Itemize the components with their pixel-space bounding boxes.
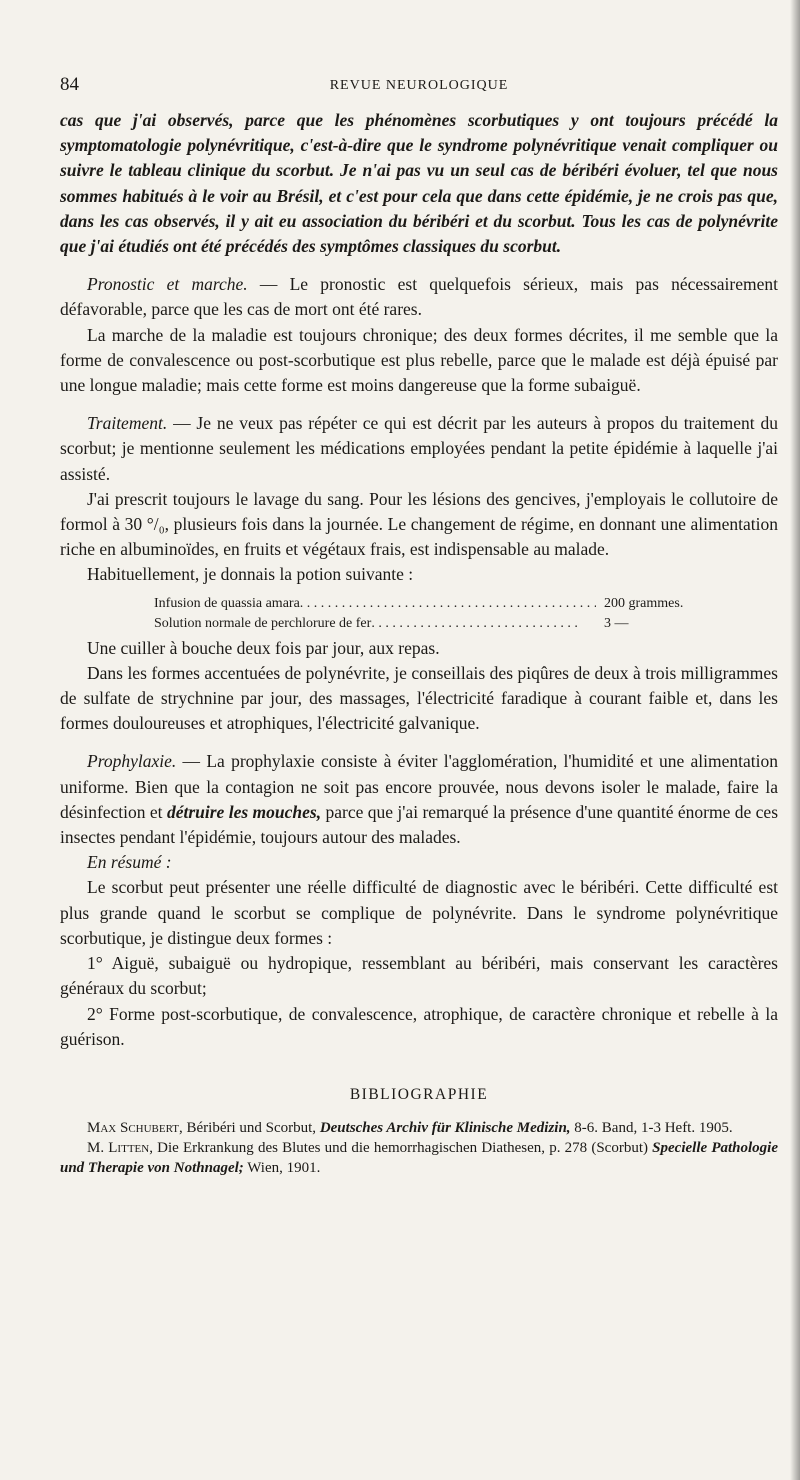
intro-paragraph: cas que j'ai observés, parce que les phénomènes scorbutiques y ont toujours précédé la symptomatologie polynévritique, c'est-à-dire que le syndrome polynévritique venait compliquer ou suivre le tableau clinique du scorbut. Je n'ai pas vu un seul cas de béribéri évoluer, tel que nous sommes habitués à le voir au Brésil, et c'est pour cela que dans cette épidémie, je ne crois pas que, dans les cas observés, il y ait eu association du béribéri et du scorbut. Tous les cas de polynévrite que j'ai étudiés ont été précédés des symptômes classiques du scorbut. <box>60 110 778 257</box>
prophylaxie-text-b: parce que j'ai remarqué la présence d'une quantité énorme de ces insectes pendant l'épidémie, toujours autour des malades. <box>60 801 779 848</box>
ref-rest: 8-6. Band, 1-3 Heft. 1905. <box>570 1119 733 1136</box>
emphasis-mouches: détruire les mouches, <box>166 801 322 822</box>
resume-paragraph: Le scorbut peut présenter une réelle difficulté de diagnostic avec le béribéri. Cette difficulté est plus grande quand le scorbut se complique de polynévrite. Dans le syndrome polynévritique scorbutique, je distingue deux formes : <box>60 877 778 948</box>
running-title: REVUE NEUROLOGIQUE <box>329 78 509 93</box>
page-number: 84 <box>60 74 79 95</box>
prescription-item-name: Infusion de quassia amara <box>154 595 300 611</box>
bibliography-entry <box>60 1138 778 1178</box>
section-title-prophylaxie: Prophylaxie. <box>87 751 177 772</box>
page <box>60 70 778 1178</box>
resume-item-1: 1° Aiguë, subaiguë ou hydropique, ressemblant au béribéri, mais conservant les caractères généraux du scorbut; <box>60 953 778 999</box>
leader-dots <box>300 594 596 614</box>
ref-journal: Deutsches Archiv für Klinische Medizin, <box>319 1119 571 1136</box>
section-title-pronostic: Pronostic et marche. <box>87 274 248 295</box>
pronostic-text: — Le pronostic est quelquefois sérieux, mais pas nécessairement défavorable, parce que les cas de mort ont été rares. <box>60 274 778 320</box>
prophylaxie-text-a: — La prophylaxie consiste à éviter l'agglomération, l'humidité et une alimentation uniforme. Bien que la contagion ne soit pas encore prouvée, nous devons isoler le malade, faire la désinfection et <box>60 751 778 822</box>
ref-rest: Wien, 1901. <box>243 1159 321 1176</box>
potion-intro: Habituellement, je donnais la potion suivante : <box>87 564 414 585</box>
ref-text: Béribéri und Scorbut, <box>182 1119 320 1136</box>
traitement-text: — Je ne veux pas répéter ce qui est décrit par les auteurs à propos du traitement du scorbut; je mentionne seulement les médications employées pendant la petite épidémie à laquelle j'ai assisté. <box>60 413 778 484</box>
ref-author: Max Schubert, <box>87 1119 183 1136</box>
resume-title: En résumé : <box>87 852 172 873</box>
prescription-item-name: Solution normale de perchlorure de fer <box>154 615 372 631</box>
pronostic-paragraph <box>60 272 778 322</box>
section-title-traitement: Traitement. <box>87 413 168 434</box>
prescription-item-qty: 3 — <box>604 615 629 631</box>
bibliography-title: BIBLIOGRAPHIE <box>349 1085 489 1103</box>
prescription-item-qty: 200 grammes. <box>604 595 684 611</box>
prescription-row <box>154 594 714 614</box>
leader-dots <box>371 614 578 634</box>
ref-author: M. Litten, <box>87 1139 153 1156</box>
page-edge-shadow <box>790 0 800 1480</box>
page-header <box>60 70 778 100</box>
prophylaxie-paragraph <box>60 749 778 850</box>
resume-item-2: 2° Forme post-scorbutique, de convalescence, atrophique, de caractère chronique et rebelle à la guérison. <box>60 1003 778 1049</box>
traitement-paragraph <box>60 411 778 487</box>
ref-text: Die Erkrankung des Blutes und die hemorrhagischen Diathesen, p. 278 (Scorbut) <box>152 1139 653 1156</box>
prescription-row <box>154 614 714 634</box>
prescription-list <box>154 594 714 634</box>
strychnine-paragraph: Dans les formes accentuées de polynévrite, je conseillais des piqûres de deux à trois milligrammes de sulfate de strychnine par jour, des massages, l'électricité faradique à courant faible et, dans les formes douloureuses et atrophiques, l'électricité galvanique. <box>60 662 778 734</box>
bibliography-entry <box>60 1118 778 1138</box>
ref-journal: Specielle Pathologie und Therapie von Nothnagel; <box>60 1139 778 1176</box>
marche-paragraph: La marche de la maladie est toujours chronique; des deux formes décrites, il me semble que la forme de convalescence ou post-scorbutique est plus rebelle, parce que le malade est déjà épuisé par une longue maladie; mais cette forme est moins dangereuse que la forme subaiguë. <box>60 324 778 396</box>
lavage-paragraph: J'ai prescrit toujours le lavage du sang. Pour les lésions des gencives, j'employais le collutoire de formol à 30 °/₀, plusieurs fois dans la journée. Le changement de régime, en donnant une alimentation riche en albuminoïdes, en fruits et végétaux frais, est indispensable au malade. <box>60 488 778 560</box>
dosage-paragraph: Une cuiller à bouche deux fois par jour, aux repas. <box>87 637 440 658</box>
